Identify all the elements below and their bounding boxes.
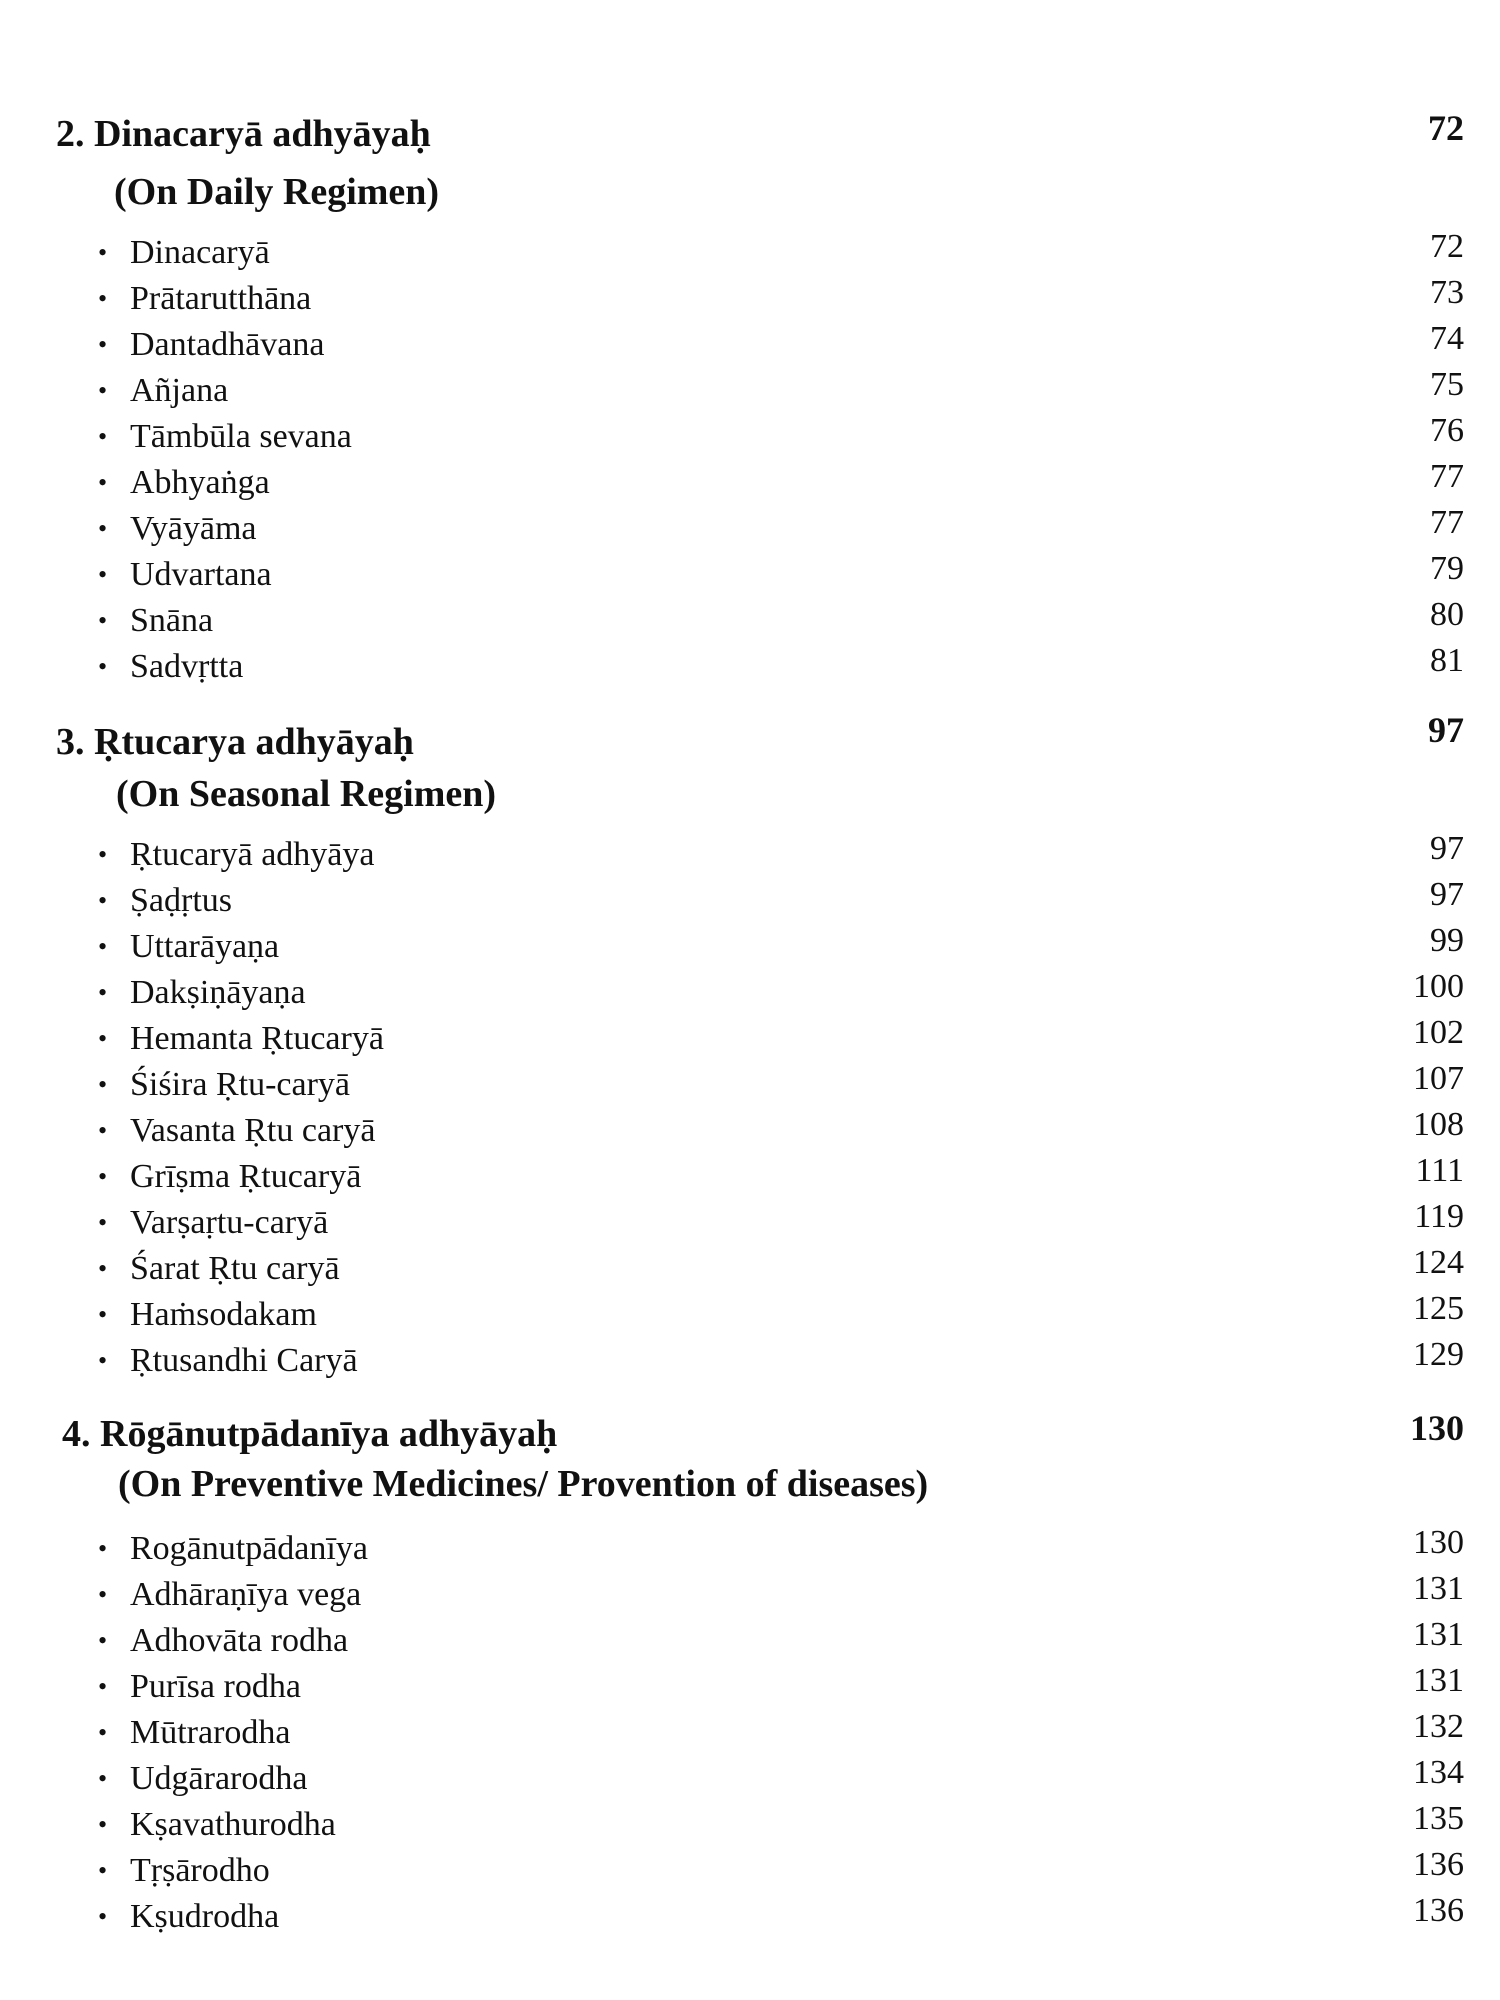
bullet-icon: • bbox=[98, 1346, 108, 1375]
toc-item bbox=[98, 1200, 1464, 1246]
bullet-icon: • bbox=[98, 468, 108, 497]
toc-item bbox=[98, 598, 1464, 644]
toc-item-label: Ṣaḍṛtus bbox=[130, 882, 232, 919]
toc-item-page: 80 bbox=[1430, 596, 1464, 633]
bullet-icon: • bbox=[98, 1902, 108, 1931]
bullet-icon: • bbox=[98, 1300, 108, 1329]
toc-item-page: 97 bbox=[1430, 830, 1464, 867]
toc-item-label: Rogānutpādanīya bbox=[130, 1530, 368, 1567]
toc-item bbox=[98, 276, 1464, 322]
bullet-icon: • bbox=[98, 1810, 108, 1839]
toc-item-label: Mūtrarodha bbox=[130, 1714, 291, 1751]
bullet-icon: • bbox=[98, 238, 108, 267]
toc-item bbox=[98, 878, 1464, 924]
toc-item-label: Vasanta Ṛtu caryā bbox=[130, 1112, 376, 1149]
toc-item-label: Vyāyāma bbox=[130, 510, 257, 547]
bullet-icon: • bbox=[98, 978, 108, 1007]
toc-item bbox=[98, 1338, 1464, 1384]
toc-item-label: Dantadhāvana bbox=[130, 326, 325, 363]
toc-item-page: 97 bbox=[1430, 876, 1464, 913]
toc-item-label: Varṣaṛtu-caryā bbox=[130, 1204, 329, 1241]
bullet-icon: • bbox=[98, 840, 108, 869]
toc-item bbox=[98, 1618, 1464, 1664]
bullet-icon: • bbox=[98, 1580, 108, 1609]
toc-item bbox=[98, 322, 1464, 368]
bullet-icon: • bbox=[98, 1254, 108, 1283]
toc-item bbox=[98, 1848, 1464, 1894]
bullet-icon: • bbox=[98, 284, 108, 313]
chapter-4-title: 4. Rōgānutpādanīya adhyāyaḥ bbox=[62, 1413, 558, 1455]
toc-item-label: Añjana bbox=[130, 372, 229, 409]
toc-item-label: Adhovāta rodha bbox=[130, 1622, 349, 1659]
toc-item bbox=[98, 1154, 1464, 1200]
bullet-icon: • bbox=[98, 652, 108, 681]
bullet-icon: • bbox=[98, 1534, 108, 1563]
bullet-icon: • bbox=[98, 1718, 108, 1747]
bullet-icon: • bbox=[98, 932, 108, 961]
toc-item-page: 77 bbox=[1430, 504, 1464, 541]
toc-item-label: Kṣavathurodha bbox=[130, 1806, 336, 1843]
chapter-4-page: 130 bbox=[1410, 1408, 1464, 1448]
chapter-3-title: 3. Ṛtucarya adhyāyaḥ bbox=[56, 721, 414, 763]
bullet-icon: • bbox=[98, 1070, 108, 1099]
toc-item-page: 77 bbox=[1430, 458, 1464, 495]
toc-item bbox=[98, 552, 1464, 598]
toc-item-page: 108 bbox=[1413, 1106, 1464, 1143]
toc-item-page: 81 bbox=[1430, 642, 1464, 679]
toc-item-page: 129 bbox=[1413, 1336, 1464, 1373]
toc-item-label: Sadvṛtta bbox=[130, 648, 244, 685]
toc-item-page: 102 bbox=[1413, 1014, 1464, 1051]
toc-item-label: Prātarutthāna bbox=[130, 280, 312, 317]
toc-item bbox=[98, 1572, 1464, 1618]
toc-item-label: Purīsa rodha bbox=[130, 1668, 301, 1705]
toc-item-page: 131 bbox=[1413, 1616, 1464, 1653]
bullet-icon: • bbox=[98, 514, 108, 543]
toc-item-page: 111 bbox=[1415, 1152, 1464, 1189]
toc-item-label: Grīṣma Ṛtucaryā bbox=[130, 1158, 362, 1195]
toc-item-label: Udvartana bbox=[130, 556, 272, 593]
chapter-2-page: 72 bbox=[1428, 108, 1464, 148]
toc-item bbox=[98, 644, 1464, 690]
toc-item-page: 75 bbox=[1430, 366, 1464, 403]
toc-item bbox=[98, 1246, 1464, 1292]
toc-item-page: 124 bbox=[1413, 1244, 1464, 1281]
toc-item-label: Udgārarodha bbox=[130, 1760, 308, 1797]
toc-item-page: 107 bbox=[1413, 1060, 1464, 1097]
bullet-icon: • bbox=[98, 606, 108, 635]
toc-item-page: 125 bbox=[1413, 1290, 1464, 1327]
toc-item bbox=[98, 506, 1464, 552]
toc-item bbox=[98, 970, 1464, 1016]
bullet-icon: • bbox=[98, 1626, 108, 1655]
toc-item-page: 100 bbox=[1413, 968, 1464, 1005]
chapter-3-subtitle: (On Seasonal Regimen) bbox=[116, 773, 496, 815]
toc-item bbox=[98, 1526, 1464, 1572]
toc-item-label: Dinacaryā bbox=[130, 234, 270, 271]
toc-item bbox=[98, 368, 1464, 414]
toc-item bbox=[98, 1292, 1464, 1338]
bullet-icon: • bbox=[98, 330, 108, 359]
bullet-icon: • bbox=[98, 376, 108, 405]
toc-item bbox=[98, 1062, 1464, 1108]
toc-item bbox=[98, 832, 1464, 878]
chapter-3-page: 97 bbox=[1428, 710, 1464, 750]
toc-item bbox=[98, 1016, 1464, 1062]
chapter-2-title: 2. Dinacaryā adhyāyaḥ bbox=[56, 113, 431, 155]
toc-item bbox=[98, 1802, 1464, 1848]
toc-item-label: Adhāraṇīya vega bbox=[130, 1576, 362, 1613]
toc-item bbox=[98, 1894, 1464, 1940]
toc-item-label: Śiśira Ṛtu-caryā bbox=[130, 1066, 350, 1103]
toc-item-page: 72 bbox=[1430, 228, 1464, 265]
toc-item-page: 136 bbox=[1413, 1846, 1464, 1883]
chapter-2-subtitle: (On Daily Regimen) bbox=[114, 171, 440, 213]
toc-item-label: Hemanta Ṛtucaryā bbox=[130, 1020, 384, 1057]
toc-item-page: 136 bbox=[1413, 1892, 1464, 1929]
toc-item-label: Dakṣiṇāyaṇa bbox=[130, 974, 306, 1011]
toc-item bbox=[98, 1710, 1464, 1756]
toc-item-page: 131 bbox=[1413, 1570, 1464, 1607]
toc-item-page: 130 bbox=[1413, 1524, 1464, 1561]
bullet-icon: • bbox=[98, 1024, 108, 1053]
toc-item-page: 99 bbox=[1430, 922, 1464, 959]
toc-item-label: Abhyaṅga bbox=[130, 464, 270, 501]
toc-item bbox=[98, 1664, 1464, 1710]
bullet-icon: • bbox=[98, 560, 108, 589]
toc-item-label: Ṛtusandhi Caryā bbox=[130, 1342, 358, 1379]
toc-item-page: 131 bbox=[1413, 1662, 1464, 1699]
toc-item-page: 73 bbox=[1430, 274, 1464, 311]
toc-item-page: 135 bbox=[1413, 1800, 1464, 1837]
toc-item-label: Ṛtucaryā adhyāya bbox=[130, 836, 375, 873]
chapter-4-subtitle: (On Preventive Medicines/ Provention of diseases) bbox=[118, 1463, 929, 1505]
toc-item-label: Uttarāyaṇa bbox=[130, 928, 280, 965]
toc-item bbox=[98, 1108, 1464, 1154]
bullet-icon: • bbox=[98, 1856, 108, 1885]
toc-item-label: Kṣudrodha bbox=[130, 1898, 280, 1935]
bullet-icon: • bbox=[98, 1208, 108, 1237]
toc-item-page: 119 bbox=[1414, 1198, 1464, 1235]
bullet-icon: • bbox=[98, 1672, 108, 1701]
bullet-icon: • bbox=[98, 1162, 108, 1191]
bullet-icon: • bbox=[98, 1116, 108, 1145]
toc-item-page: 132 bbox=[1413, 1708, 1464, 1745]
toc-item-label: Śarat Ṛtu caryā bbox=[130, 1250, 340, 1287]
toc-item-label: Snāna bbox=[130, 602, 214, 639]
bullet-icon: • bbox=[98, 422, 108, 451]
toc-item-page: 79 bbox=[1430, 550, 1464, 587]
bullet-icon: • bbox=[98, 886, 108, 915]
toc-item-label: Tāmbūla sevana bbox=[130, 418, 352, 455]
toc-item bbox=[98, 414, 1464, 460]
toc-item-label: Tṛṣārodho bbox=[130, 1852, 270, 1889]
toc-item-page: 134 bbox=[1413, 1754, 1464, 1791]
toc-item bbox=[98, 230, 1464, 276]
toc-item-page: 76 bbox=[1430, 412, 1464, 449]
toc-item bbox=[98, 924, 1464, 970]
toc-item-label: Haṁsodakam bbox=[130, 1296, 317, 1333]
bullet-icon: • bbox=[98, 1764, 108, 1793]
toc-item bbox=[98, 460, 1464, 506]
toc-item bbox=[98, 1756, 1464, 1802]
toc-item-page: 74 bbox=[1430, 320, 1464, 357]
